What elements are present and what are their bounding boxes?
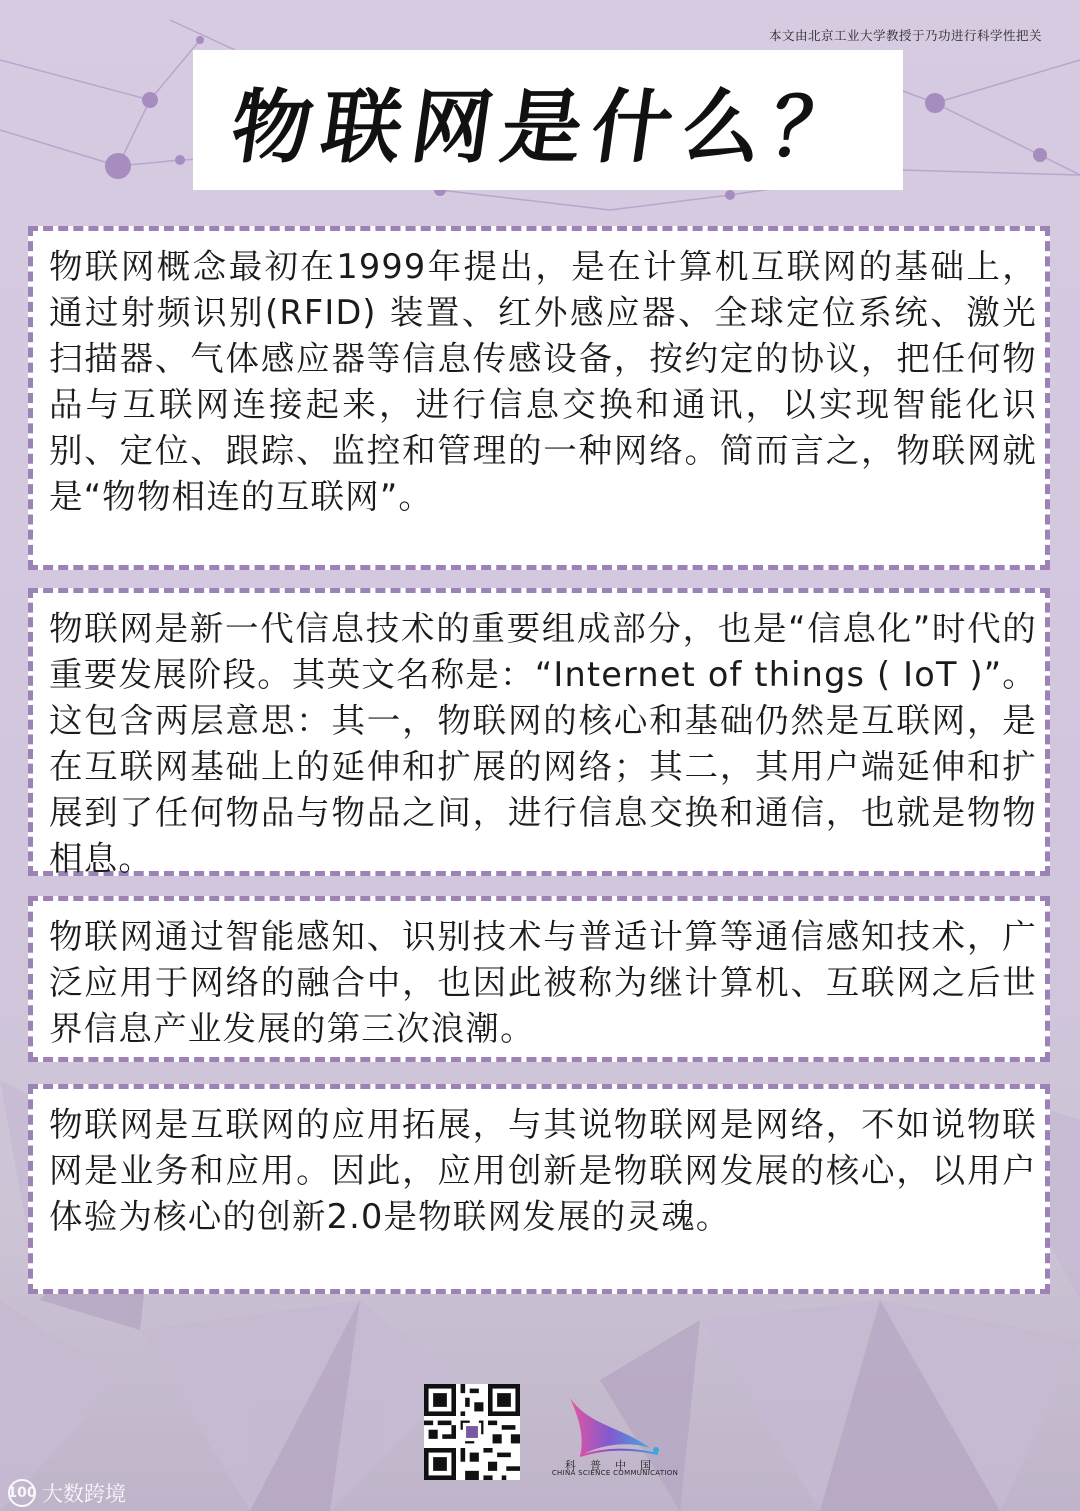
paragraph-3: 物联网通过智能感知、识别技术与普适计算等通信感知技术，广泛应用于网络的融合中，也因此被称为继计算机、互联网之后世界信息产业发展的第三次浪潮。	[49, 917, 1037, 1048]
logo-chinese-text: 科普中国	[565, 1459, 665, 1472]
text-card-3	[28, 896, 1050, 1062]
paragraph-1: 物联网概念最初在1999年提出，是在计算机互联网的基础上，通过射频识别(RFID) 装置、红外感应器、全球定位系统、激光扫描器、气体感应器等信息传感设备，按约定的协议，把任何物品与互联网连接起来，进行信息交换和通讯，以实现智能化识别、定位、跟踪、监控和管理的一种网络。简而言之，物联网就是“物物相连的互联网”。	[49, 247, 1037, 516]
qr-code-icon[interactable]	[424, 1384, 520, 1480]
page-title: 物联网是什么？	[225, 79, 869, 174]
credit-note: 本文由北京工业大学教授于乃功进行科学性把关	[768, 28, 1042, 43]
watermark-badge-icon: 100	[8, 1479, 36, 1507]
title-banner	[193, 50, 903, 190]
text-card-1	[28, 226, 1050, 570]
text-card-4	[28, 1084, 1050, 1294]
logo-english-text: CHINA SCIENCE COMMUNICATION	[551, 1469, 679, 1477]
watermark	[8, 1478, 126, 1508]
paragraph-2: 物联网是新一代信息技术的重要组成部分，也是“信息化”时代的重要发展阶段。其英文名称是：“Internet of things ( IoT )”。这包含两层意思：其一，物联网的核心和基础仍然是互联网，是在互联网基础上的延伸和扩展的网络；其二，其用户端延伸和扩展到了任何物品与物品之间，进行信息交换和通信，也就是物物相息。	[49, 609, 1037, 878]
watermark-text: 大数跨境	[42, 1482, 126, 1506]
text-card-2	[28, 588, 1050, 876]
paragraph-4: 物联网是互联网的应用拓展，与其说物联网是网络，不如说物联网是业务和应用。因此，应用创新是物联网发展的核心，以用户体验为核心的创新2.0是物联网发展的灵魂。	[49, 1105, 1037, 1236]
